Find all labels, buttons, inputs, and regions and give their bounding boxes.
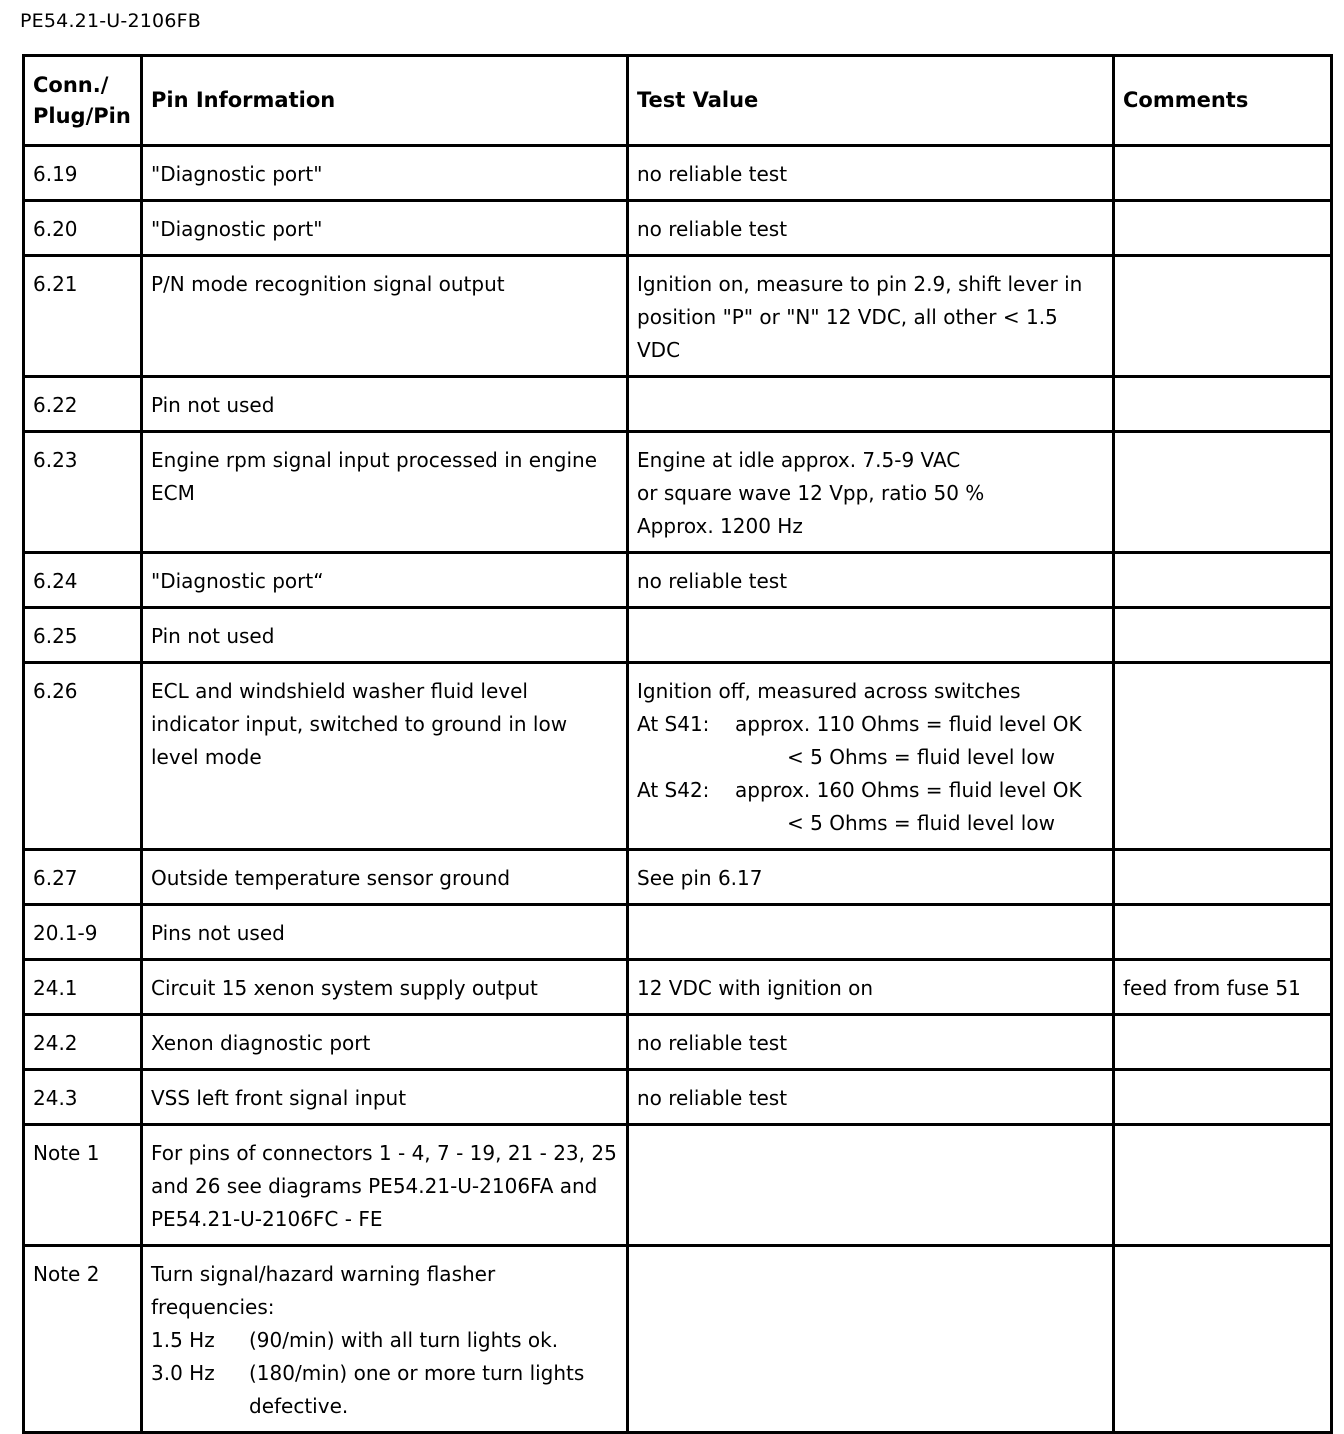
pin-cell: 6.22	[24, 377, 142, 432]
test-cell: 12 VDC with ignition on	[628, 960, 1114, 1015]
test-cell: no reliable test	[628, 1070, 1114, 1125]
table-row	[24, 256, 1332, 377]
pin-cell: 6.25	[24, 608, 142, 663]
header-test-value: Test Value	[628, 56, 1114, 146]
test-line: Approx. 1200 Hz	[637, 514, 803, 538]
pin-cell: 6.21	[24, 256, 142, 377]
note-row	[24, 1125, 1332, 1246]
test-cell: See pin 6.17	[628, 850, 1114, 905]
header-row	[24, 56, 1332, 146]
table-row	[24, 1070, 1332, 1125]
info-cell: Xenon diagnostic port	[142, 1015, 628, 1070]
s42-ok: approx. 160 Ohms = fluid level OK	[735, 778, 1082, 802]
test-cell: no reliable test	[628, 553, 1114, 608]
table-row	[24, 960, 1332, 1015]
comment-cell	[1114, 146, 1332, 201]
header-pin-info: Pin Information	[142, 56, 628, 146]
test-line: or square wave 12 Vpp, ratio 50 %	[637, 481, 985, 505]
pin-cell: 24.3	[24, 1070, 142, 1125]
comment-cell	[1114, 432, 1332, 553]
info-cell: "Diagnostic port"	[142, 146, 628, 201]
document-id: PE54.21-U-2106FB	[20, 10, 201, 32]
comment-cell: feed from fuse 51	[1114, 960, 1332, 1015]
s42-low-line: < 5 Ohms = fluid level low	[787, 811, 1055, 835]
pin-cell: 6.27	[24, 850, 142, 905]
s41-ok-line	[637, 708, 1104, 741]
table-row	[24, 1015, 1332, 1070]
frequency-value: 1.5 Hz	[151, 1328, 215, 1352]
comment-cell	[1114, 377, 1332, 432]
table-row	[24, 553, 1332, 608]
s41-ok: approx. 110 Ohms = fluid level OK	[735, 712, 1082, 736]
table-row	[24, 905, 1332, 960]
comment-cell	[1114, 256, 1332, 377]
pin-cell: 6.26	[24, 663, 142, 850]
note-text	[142, 1246, 628, 1433]
frequency-text: (180/min) one or more turn lights	[249, 1361, 585, 1385]
table-row	[24, 608, 1332, 663]
pin-table	[22, 54, 1333, 1434]
pin-cell: 6.20	[24, 201, 142, 256]
comment-cell	[1114, 201, 1332, 256]
test-cell: no reliable test	[628, 1015, 1114, 1070]
test-cell	[628, 432, 1114, 553]
table-row	[24, 663, 1332, 850]
pin-cell: 20.1-9	[24, 905, 142, 960]
test-line: Engine at idle approx. 7.5-9 VAC	[637, 448, 961, 472]
test-cell: no reliable test	[628, 146, 1114, 201]
frequency-value: 3.0 Hz	[151, 1361, 215, 1385]
s42-ok-line	[637, 774, 1104, 807]
info-cell: Circuit 15 xenon system supply output	[142, 960, 628, 1015]
comment-cell	[1114, 553, 1332, 608]
note-row	[24, 1246, 1332, 1433]
test-cell	[628, 377, 1114, 432]
table-row	[24, 201, 1332, 256]
test-cell	[628, 1125, 1114, 1246]
test-cell	[628, 905, 1114, 960]
pin-cell: 24.2	[24, 1015, 142, 1070]
note-label: Note 1	[24, 1125, 142, 1246]
s41-label: At S41:	[637, 712, 710, 736]
pin-cell: 6.24	[24, 553, 142, 608]
frequency-continuation: defective.	[249, 1394, 349, 1418]
comment-cell	[1114, 1015, 1332, 1070]
info-cell: Outside temperature sensor ground	[142, 850, 628, 905]
s41-low-line: < 5 Ohms = fluid level low	[787, 745, 1055, 769]
test-cell: Ignition on, measure to pin 2.9, shift lever in position "P" or "N" 12 VDC, all other < 1.5 VDC	[628, 256, 1114, 377]
comment-cell	[1114, 608, 1332, 663]
info-cell: VSS left front signal input	[142, 1070, 628, 1125]
comment-cell	[1114, 1070, 1332, 1125]
test-cell: no reliable test	[628, 201, 1114, 256]
pin-cell: 6.19	[24, 146, 142, 201]
header-comments: Comments	[1114, 56, 1332, 146]
comment-cell	[1114, 905, 1332, 960]
table-row	[24, 146, 1332, 201]
test-cell	[628, 608, 1114, 663]
info-cell: Pin not used	[142, 377, 628, 432]
info-cell: "Diagnostic port“	[142, 553, 628, 608]
info-cell: Pin not used	[142, 608, 628, 663]
s42-label: At S42:	[637, 778, 710, 802]
frequency-text: (90/min) with all turn lights ok.	[249, 1328, 559, 1352]
info-cell: ECL and windshield washer fluid level indicator input, switched to ground in low level mode	[142, 663, 628, 850]
comment-cell	[1114, 663, 1332, 850]
info-cell: Engine rpm signal input processed in engine ECM	[142, 432, 628, 553]
info-cell: P/N mode recognition signal output	[142, 256, 628, 377]
test-cell	[628, 1246, 1114, 1433]
comment-cell	[1114, 850, 1332, 905]
table-row	[24, 850, 1332, 905]
frequency-line	[151, 1324, 618, 1357]
note-intro: Turn signal/hazard warning flasher frequencies:	[151, 1262, 496, 1319]
pin-cell: 6.23	[24, 432, 142, 553]
table-row	[24, 377, 1332, 432]
comment-cell	[1114, 1246, 1332, 1433]
header-conn: Conn./ Plug/Pin	[24, 56, 142, 146]
frequency-line	[151, 1357, 618, 1390]
pin-cell: 24.1	[24, 960, 142, 1015]
note-label: Note 2	[24, 1246, 142, 1433]
comment-cell	[1114, 1125, 1332, 1246]
test-line: Ignition off, measured across switches	[637, 679, 1021, 703]
note-text: For pins of connectors 1 - 4, 7 - 19, 21 - 23, 25 and 26 see diagrams PE54.21-U-2106FA and PE54.21-U-2106FC - FE	[142, 1125, 628, 1246]
table-row	[24, 432, 1332, 553]
info-cell: "Diagnostic port"	[142, 201, 628, 256]
info-cell: Pins not used	[142, 905, 628, 960]
test-cell	[628, 663, 1114, 850]
